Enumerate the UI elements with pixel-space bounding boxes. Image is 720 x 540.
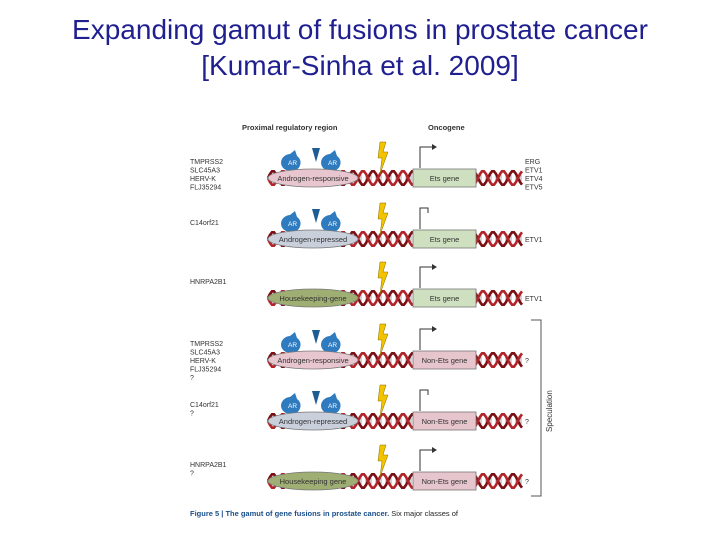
ar-label: AR	[328, 160, 338, 167]
figure-caption	[190, 509, 459, 518]
regulatory-region-label: Housekeeping gene	[279, 477, 347, 486]
partner-gene-label: FLJ35294	[190, 184, 222, 192]
oncogene-box-label: Non-Ets gene	[421, 477, 468, 486]
ar-dimer-connector	[312, 330, 320, 344]
partner-gene-label: C14orf21	[190, 220, 219, 227]
transcription-start-icon	[420, 450, 432, 471]
lightning-bolt-icon	[378, 262, 388, 294]
arrowhead-icon	[432, 326, 437, 332]
partner-gene-label: TMPRSS2	[190, 341, 224, 348]
lightning-bolt-icon	[378, 385, 388, 417]
partner-gene-label: SLC45A3	[190, 349, 220, 357]
partner-gene-label: ?	[190, 470, 194, 478]
speculation-label: Speculation	[545, 390, 554, 432]
oncogene-label: ETV1	[525, 237, 543, 244]
regulatory-region-label: Androgen-repressed	[278, 417, 348, 426]
ar-label: AR	[288, 403, 298, 410]
speculation-bracket	[531, 320, 554, 496]
partner-gene-label: ?	[190, 410, 194, 418]
transcription-start-icon	[420, 147, 432, 168]
oncogene-box-label: Non-Ets gene	[421, 356, 468, 365]
lightning-bolt-icon	[378, 445, 388, 477]
oncogene-box-label: Ets gene	[429, 294, 460, 303]
oncogene-box-label: Non-Ets gene	[421, 417, 468, 426]
fusion-row	[190, 203, 543, 248]
partner-gene-label: HERV-K	[190, 176, 216, 183]
ar-dimer-connector	[312, 148, 320, 162]
title-line-1: Expanding gamut of fusions in prostate cancer	[72, 14, 648, 45]
oncogene-label: ETV1	[525, 296, 543, 303]
partner-gene-label: C14orf21	[190, 402, 219, 409]
ar-label: AR	[328, 221, 338, 228]
oncogene-label: ?	[525, 358, 529, 365]
oncogene-label: ETV4	[525, 176, 543, 183]
transcription-start-icon	[420, 267, 432, 288]
arrowhead-icon	[432, 447, 437, 453]
lightning-bolt-icon	[378, 324, 388, 356]
header-oncogene: Oncogene	[428, 123, 465, 132]
oncogene-label: ETV5	[525, 184, 543, 192]
regulatory-region-label: Housekeeping-gene	[279, 294, 347, 303]
caption-rest: Six major classes of	[389, 509, 458, 518]
repressed-start-icon	[420, 390, 428, 411]
transcription-start-icon	[420, 329, 432, 350]
oncogene-label: ETV1	[525, 167, 543, 175]
partner-gene-label: FLJ35294	[190, 366, 222, 374]
partner-gene-label: HNRPA2B1	[190, 279, 227, 286]
partner-gene-label: TMPRSS2	[190, 159, 224, 166]
partner-gene-label: ?	[190, 375, 194, 382]
fusion-row	[190, 385, 529, 430]
fusion-rows	[190, 142, 543, 490]
ar-label: AR	[288, 342, 298, 349]
fusion-row	[190, 445, 529, 490]
partner-gene-label: HERV-K	[190, 358, 216, 365]
regulatory-region-label: Androgen-repressed	[278, 235, 348, 244]
title-line-2: [Kumar-Sinha et al. 2009]	[201, 50, 519, 81]
oncogene-box-label: Ets gene	[429, 174, 460, 183]
lightning-bolt-icon	[378, 142, 388, 174]
ar-label: AR	[288, 160, 298, 167]
ar-label: AR	[328, 403, 338, 410]
fusion-row	[190, 262, 543, 307]
fusion-row	[190, 142, 543, 192]
fusion-row	[190, 324, 529, 382]
oncogene-label: ?	[525, 479, 529, 486]
caption-bold: Figure 5 | The gamut of gene fusions in prostate cancer.	[190, 509, 390, 518]
regulatory-region-label: Androgen-responsive	[277, 356, 349, 365]
ar-label: AR	[328, 342, 338, 349]
oncogene-box-label: Ets gene	[429, 235, 460, 244]
regulatory-region-label: Androgen-responsive	[277, 174, 349, 183]
lightning-bolt-icon	[378, 203, 388, 235]
oncogene-label: ?	[525, 419, 529, 426]
ar-label: AR	[288, 221, 298, 228]
arrowhead-icon	[432, 264, 437, 270]
repressed-start-icon	[420, 208, 428, 229]
ar-dimer-connector	[312, 391, 320, 405]
partner-gene-label: HNRPA2B1	[190, 462, 227, 469]
oncogene-label: ERG	[525, 159, 541, 166]
arrowhead-icon	[432, 144, 437, 150]
ar-dimer-connector	[312, 209, 320, 223]
header-regulatory-region: Proximal regulatory region	[242, 123, 338, 132]
partner-gene-label: SLC45A3	[190, 167, 220, 175]
